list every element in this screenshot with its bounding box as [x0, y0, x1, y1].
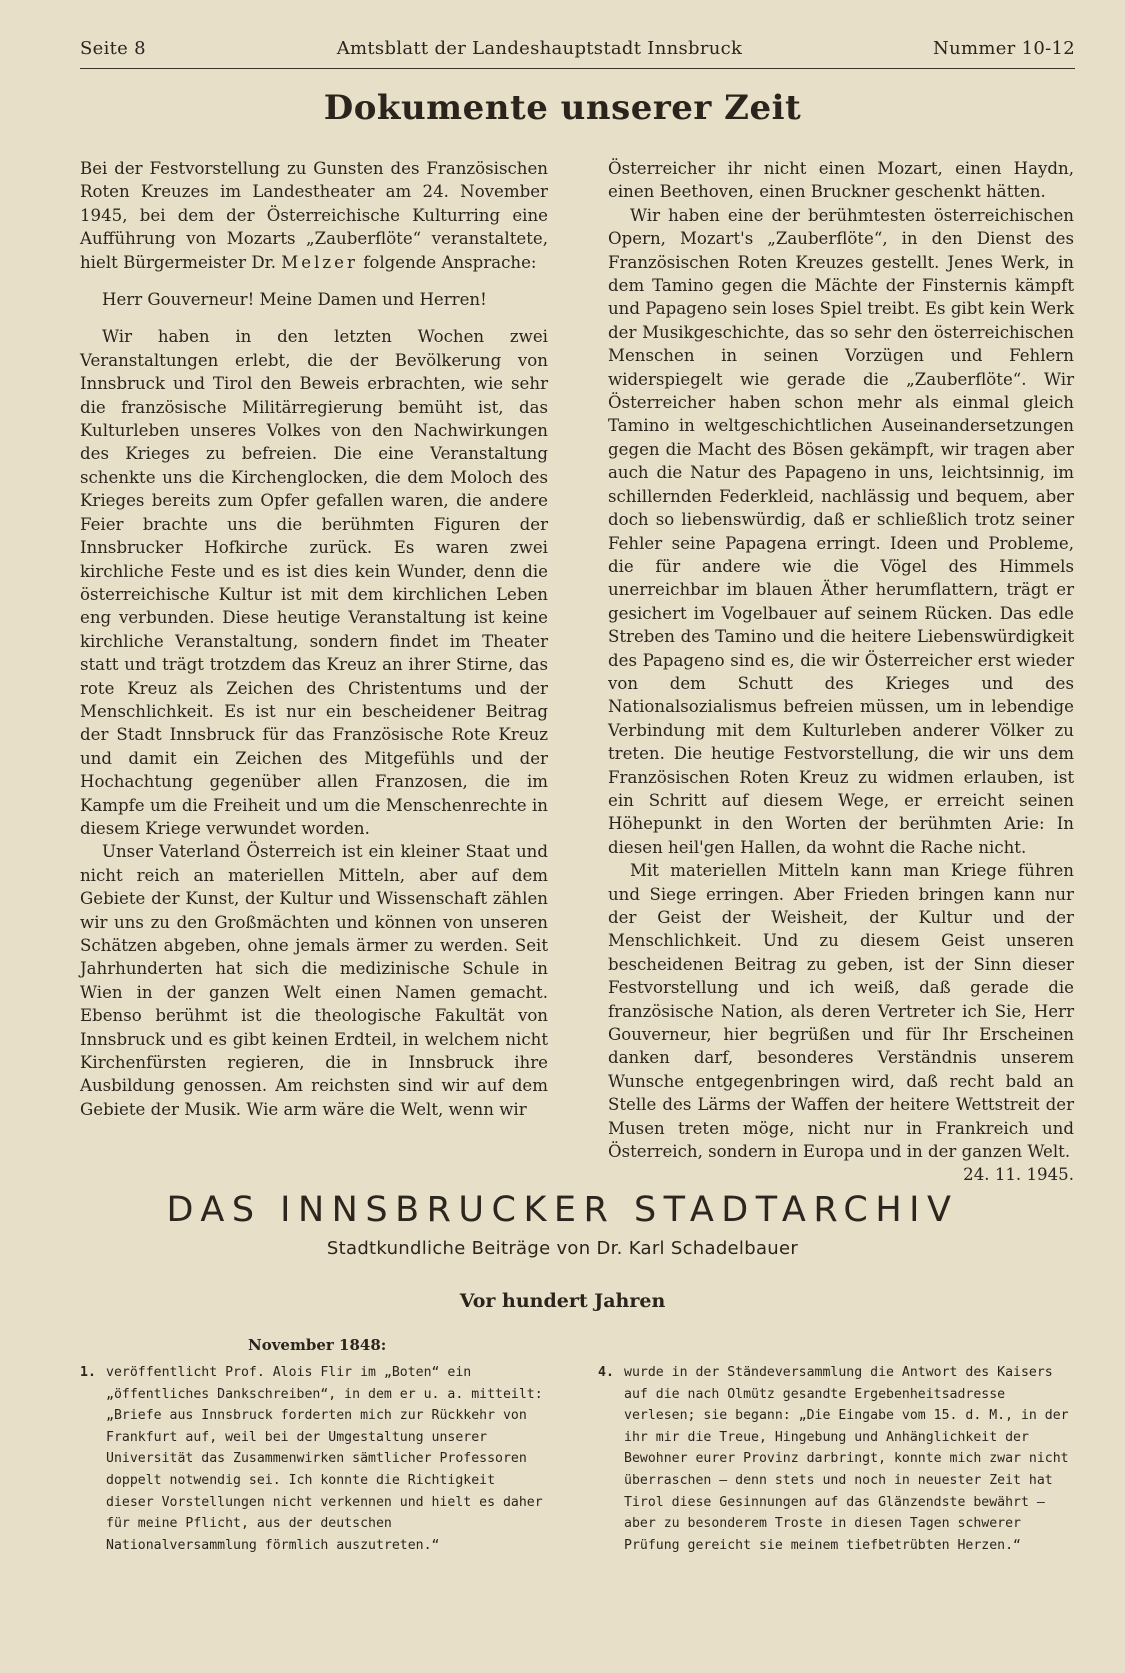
- paragraph-4: [608, 859, 1074, 1185]
- page-number: Seite 8: [80, 38, 146, 59]
- salutation: Herr Gouverneur! Meine Damen und Herren!: [102, 290, 487, 310]
- archive-entry: [80, 1362, 550, 1556]
- paragraph-2-continued: Österreicher ihr nicht einen Mozart, einen Haydn, einen Beethoven, einen Bruckner geschenkt hätten.: [608, 159, 1074, 202]
- article-title: Dokumente unserer Zeit: [323, 88, 802, 128]
- article-column-left: [80, 157, 548, 1121]
- article-column-right: [608, 157, 1074, 1187]
- header-rule: [80, 68, 1075, 69]
- intro-text-b: folgende Ansprache:: [363, 252, 537, 272]
- paragraph-3: Wir haben eine der berühmtesten österreichischen Opern, Mozart's „Zauberflöte“, in den Dienst des Französischen Roten Kreuzes gestellt. Jenes Werk, in dem Tamino gegen die Mächte der Finsternis kämpft und Papageno sein loses Spiel treibt. Es gibt kein Werk der Musikgeschichte, das so sehr den österreichischen Menschen in seinen Vorzügen und Fehlern widerspiegelt wie gerade die „Zauberflöte“. Wir Österreicher haben schon mehr als einmal gleich Tamino in weltgeschichtlichen Auseinandersetzungen gegen die Macht des Bösen gekämpft, wir tragen aber auch die Natur des Papageno in uns, leichtsinnig, im schillernden Federkleid, nachlässig und bequem, aber doch so liebenswürdig, daß er schließlich trotz seiner Fehler seine Papagena erringt. Ideen und Probleme, die für andere wie die Vögel des Himmels unerreichbar im blauen Äther herumflattern, trägt er gesichert im Vogelbauer auf seinem Rücken. Das edle Streben des Tamino und die heitere Liebenswürdigkeit des Papageno sind es, die wir Österreicher erst wieder von dem Schutt des Krieges und des Nationalsozialismus befreien müssen, um in lebendige Verbindung mit dem Kulturleben anderer Völker zu treten. Die heutige Festvorstellung, die wir uns dem Französischen Roten Kreuz zu widmen erlauben, ist ein Schritt auf diesem Wege, er erreicht seinen Höhepunkt in den Worten der berühmten Arie: In diesen heil'gen Hallen, da wohnt die Rache nicht.: [608, 205, 1074, 857]
- intro-text-a: Bei der Festvorstellung zu Gunsten des Französischen Roten Kreuzes im Landestheater am 24. November 1945, bei dem der Österreichische Kulturring eine Aufführung von Mozarts „Zauberflöte“ veranstaltete, hielt Bürgermeister Dr.: [80, 159, 548, 272]
- archive-subtitle: Stadtkundliche Beiträge von Dr. Karl Schadelbauer: [326, 1238, 799, 1259]
- entry-number: 1.: [80, 1365, 96, 1380]
- mayor-name: Melzer: [281, 252, 358, 272]
- paragraph-1: Wir haben in den letzten Wochen zwei Veranstaltungen erlebt, die der Bevölkerung von Innsbruck und Tirol den Beweis erbrachten, wie sehr die französische Militärregierung bemüht ist, das Kulturleben unseres Volkes von den Nachwirkungen des Krieges zu befreien. Die eine Veranstaltung schenkte uns die Kirchenglocken, die dem Moloch des Krieges bereits zum Opfer gefallen waren, die andere Feier brachte uns die berühmten Figuren der Innsbrucker Hofkirche zurück. Es waren zwei kirchliche Feste und es ist dies kein Wunder, denn die österreichische Kultur ist mit dem kirchlichen Leben eng verbunden. Diese heutige Veranstaltung ist keine kirchliche Veranstaltung, sondern findet im Theater statt und trägt trotzdem das Kreuz an ihrer Stirne, das rote Kreuz als Zeichen des Christentums und der Menschlichkeit. Es ist nur ein bescheidener Beitrag der Stadt Innsbruck für das Französische Rote Kreuz und damit ein Zeichen des Mitgefühls und der Hochachtung gegenüber allen Franzosen, die im Kampfe um die Freiheit und um die Menschenrechte in diesem Kriege verwundet worden.: [80, 327, 548, 838]
- issue-number: Nummer 10-12: [933, 38, 1075, 59]
- speech-date: 24. 11. 1945.: [963, 1165, 1074, 1185]
- publication-title: Amtsblatt der Landeshauptstadt Innsbruck: [336, 38, 743, 59]
- month-heading: November 1848:: [248, 1336, 387, 1354]
- entry-number: 4.: [598, 1365, 614, 1380]
- entry-text: wurde in der Ständeversammlung die Antwort des Kaisers auf die nach Olmütz gesandte Ergebenheitsadresse verlesen; sie begann: „Die Eingabe vom 15. d. M., in der ihr mir die Treue, Hingebung und Anhänglichkeit der Bewohner eurer Provinz darbringt, konnte mich zwar nicht überraschen — denn stets und noch in neuester Zeit hat Tirol diese Gesinnungen auf das Glänzendste bewährt — aber zu besonderem Troste in diesen Tagen schwerer Prüfung gereicht sie meinem tiefbetrübten Herzen.“: [624, 1365, 1069, 1553]
- article-intro: [80, 157, 548, 274]
- archive-entry: [598, 1362, 1074, 1556]
- running-head: [80, 38, 1075, 59]
- paragraph-4-text: Mit materiellen Mitteln kann man Kriege führen und Siege erringen. Aber Frieden bringen kann nur der Geist der Weisheit, der Kultur und der Menschlichkeit. Und zu diesem Geist unseren bescheidenen Beitrag zu geben, ist der Sinn dieser Festvorstellung und ich weiß, daß gerade die französische Nation, als deren Vertreter ich Sie, Herr Gouverneur, hier begrüßen und für Ihr Erscheinen danken darf, besonderes Verständnis unserem Wunsche entgegenbringen wird, daß recht bald an Stelle des Lärms der Waffen der heitere Wettstreit der Musen treten möge, nicht nur in Frankreich und Österreich, sondern in Europa und in der ganzen Welt.: [608, 861, 1074, 1162]
- entry-text: veröffentlicht Prof. Alois Flir im „Boten“ ein „öffentliches Dankschreiben“, in dem er u. a. mitteilt: „Briefe aus Innsbruck forderten mich zur Rückkehr von Frankfurt auf, weil bei der Umgestaltung unserer Universität das Zusammenwirken sämtlicher Professoren doppelt notwendig sei. Ich konnte die Richtigkeit dieser Vorstellungen nicht verkennen und hielt es daher für meine Pflicht, aus der deutschen Nationalversammlung förmlich auszutreten.“: [106, 1365, 543, 1553]
- paragraph-2: Unser Vaterland Österreich ist ein kleiner Staat und nicht reich an materiellen Mitteln, aber auf dem Gebiete der Kunst, der Kultur und Wissenschaft zählen wir uns zu den Großmächten und können von unseren Schätzen abgeben, ohne jemals ärmer zu werden. Seit Jahrhunderten hat sich die medizinische Schule in Wien in der ganzen Welt einen Namen gemacht. Ebenso berühmt ist die theologische Fakultät von Innsbruck und es gibt keinen Erdteil, in welchem nicht Kirchenfürsten regieren, die in Innsbruck ihre Ausbildung genossen. Am reichsten sind wir auf dem Gebiete der Musik. Wie arm wäre die Welt, wenn wir: [80, 842, 548, 1119]
- archive-section-heading: Vor hundert Jahren: [459, 1290, 666, 1312]
- archive-title: DAS INNSBRUCKER STADTARCHIV: [166, 1190, 959, 1230]
